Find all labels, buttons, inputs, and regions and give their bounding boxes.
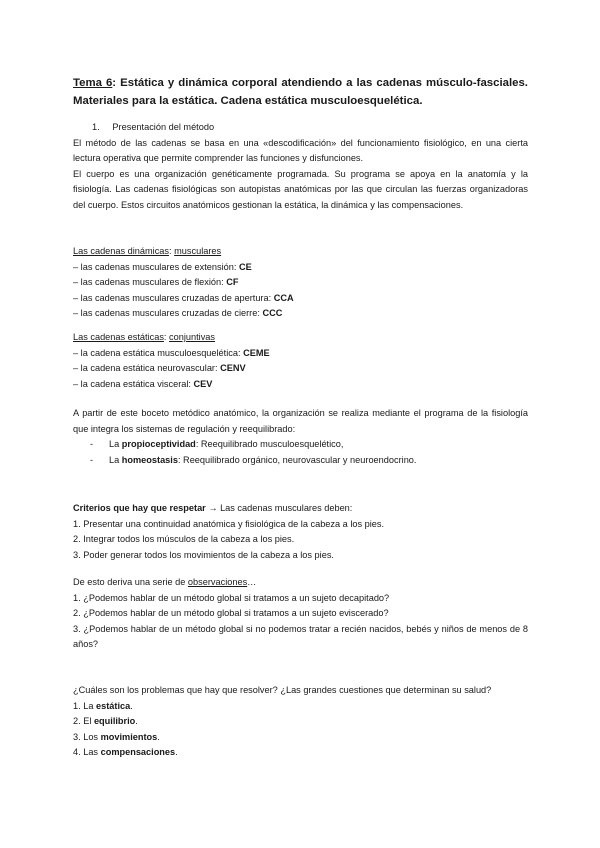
item-code: CEME — [243, 347, 270, 358]
section-criterios — [73, 501, 528, 563]
item-num: 4. Las — [73, 747, 101, 758]
bullet-pre: La — [109, 454, 122, 465]
bullet-term: homeostasis — [121, 454, 178, 465]
list-item — [73, 745, 528, 761]
list-item — [73, 377, 528, 393]
section-cadenas-estaticas — [73, 330, 528, 392]
item-text: – la cadena estática neurovascular: — [73, 363, 221, 374]
list-item — [73, 346, 528, 362]
title-text: : Estática y dinámica corporal atendiendo a las cadenas músculo-fasciales. Materiales para la estática. Cadena estática musculoesquelética. — [73, 77, 528, 107]
item-code: CEV — [193, 378, 213, 389]
item-text: – las cadenas musculares de flexión: — [73, 277, 227, 288]
estaticas-label: Las cadenas estáticas — [73, 332, 164, 342]
item-code: CCA — [273, 292, 294, 303]
dinamicas-type: musculares — [174, 246, 222, 256]
section-cadenas-dinamicas — [73, 244, 528, 322]
criterios-bold: Criterios que hay que respetar — [73, 503, 206, 513]
dinamicas-label: Las cadenas dinámicas — [73, 246, 170, 256]
dinamicas-sep: : — [169, 246, 175, 256]
list-item — [73, 361, 528, 377]
estaticas-heading — [73, 330, 528, 346]
item-term: compensaciones — [100, 747, 176, 758]
list-item — [73, 260, 528, 276]
item-num: 2. El — [73, 716, 94, 727]
list-item — [73, 730, 528, 746]
bullet-pre: La — [109, 439, 122, 450]
item-end: . — [130, 700, 133, 711]
list-item: 1. Presentar una continuidad anatómica y fisiológica de la cabeza a los pies. — [73, 518, 385, 529]
item-term: movimientos — [100, 731, 158, 742]
bullet-rest: : Reequilibrado musculoesquelético, — [195, 439, 344, 450]
section-observaciones — [73, 575, 528, 653]
title-prefix: Tema 6 — [73, 77, 113, 89]
list-item: 1. ¿Podemos hablar de un método global si tratamos a un sujeto decapitado? — [73, 592, 390, 603]
list-item: 3. ¿Podemos hablar de un método global si no podemos tratar a recién nacidos, bebés y niños de menos de 8 años? — [73, 623, 528, 650]
bullet-text — [109, 453, 416, 469]
criterios-rest: Las cadenas musculares deben: — [220, 503, 353, 513]
item-text: – las cadenas musculares cruzadas de cierre: — [73, 308, 263, 319]
item-term: equilibrio — [93, 716, 136, 727]
document-title — [73, 74, 528, 110]
list-item: 2. ¿Podemos hablar de un método global si tratamos a un sujeto eviscerado? — [73, 608, 389, 619]
item-text: – las cadenas musculares de extensión: — [73, 261, 239, 272]
item-text: – la cadena estática visceral: — [73, 378, 194, 389]
item-text: – las cadenas musculares cruzadas de apertura: — [73, 292, 274, 303]
item-end: . — [175, 747, 178, 758]
item-num: 1. La — [73, 700, 96, 711]
item-text: – la cadena estática musculoesquelética: — [73, 347, 244, 358]
estaticas-type: conjuntivas — [169, 332, 215, 342]
item-code: CF — [226, 277, 239, 288]
item-code: CE — [238, 261, 252, 272]
item-num: 3. Los — [73, 731, 101, 742]
item-end: . — [157, 731, 160, 742]
list-item — [73, 714, 528, 730]
bullet-term: propioceptividad — [121, 439, 196, 450]
paragraph-cuerpo: El cuerpo es una organización genéticamente programada. Su programa se apoya en la anatomía y la fisiología. Las cadenas fisiológicas son autopistas anatómicas por las que circulan las fuerzas organizadoras del cuerpo. Estos circuitos anatómicos gestionan la estática, la dinámica y las compensaciones. — [73, 168, 528, 210]
section-presentacion — [73, 120, 528, 214]
list-item: 2. Integrar todos los músculos de la cabeza a los pies. — [73, 534, 295, 545]
section-heading: 1. Presentación del método — [92, 122, 215, 132]
bullet-item — [73, 453, 528, 469]
section-problemas — [73, 683, 528, 761]
item-code: CENV — [220, 363, 246, 374]
regulacion-intro: A partir de este boceto metódico anatómico, la organización se realiza mediante el programa de la fisiología que integra los sistemas de regulación y reequilibrado: — [73, 408, 528, 434]
list-item — [73, 275, 528, 291]
bullet-rest: : Reequilibrado orgánico, neurovascular y neuroendocrino. — [177, 454, 417, 465]
paragraph-metodo: El método de las cadenas se basa en una «descodificación» del funcionamiento fisiológico, en una cierta lectura operativa que permite comprender las funciones y disfunciones. — [73, 137, 528, 164]
problemas-question: ¿Cuáles son los problemas que hay que resolver? ¿Las grandes cuestiones que determinan su salud? — [73, 685, 492, 695]
list-item — [73, 699, 528, 715]
list-item: 3. Poder generar todos los movimientos de la cabeza a los pies. — [73, 549, 334, 560]
item-code: CCC — [262, 308, 283, 319]
dinamicas-heading — [73, 244, 528, 260]
item-term: estática — [96, 700, 131, 711]
section-regulacion — [73, 406, 528, 468]
bullet-text — [109, 437, 343, 453]
estaticas-sep: : — [163, 332, 170, 342]
list-item — [73, 306, 528, 322]
list-item — [73, 291, 528, 307]
observaciones-post: … — [247, 577, 257, 587]
bullet-dash: - — [90, 454, 94, 465]
observaciones-term: observaciones — [187, 577, 248, 587]
criterios-heading — [73, 501, 528, 517]
arrow-icon: → — [205, 503, 221, 513]
bullet-item — [73, 437, 528, 453]
item-end: . — [135, 716, 138, 727]
observaciones-heading — [73, 575, 528, 591]
bullet-dash: - — [90, 439, 94, 450]
observaciones-pre: De esto deriva una serie de — [73, 577, 188, 587]
